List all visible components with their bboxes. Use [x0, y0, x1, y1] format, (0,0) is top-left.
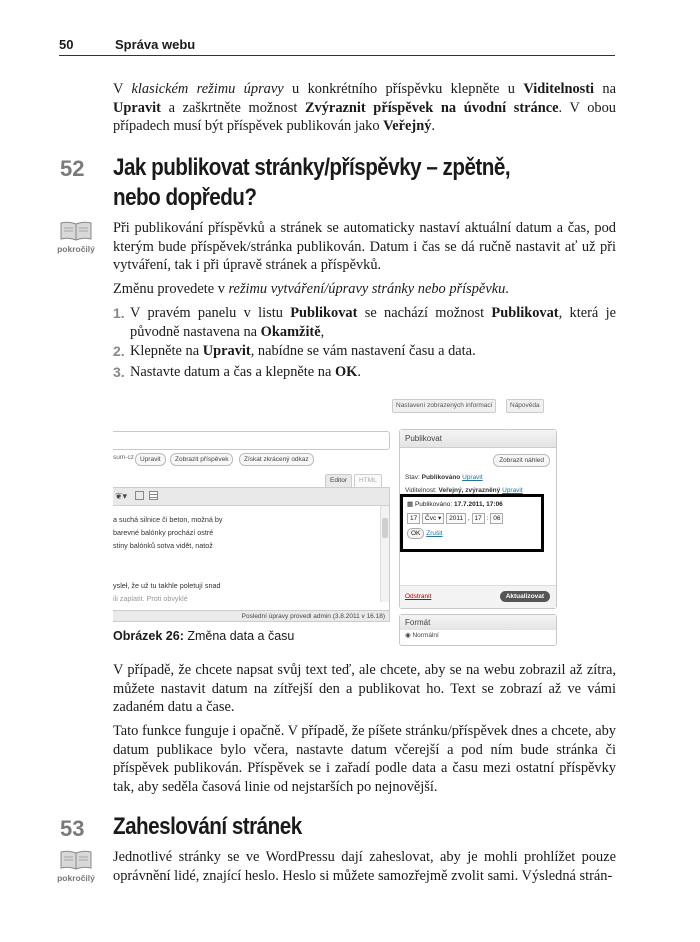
delete-link[interactable]: Odstranit — [405, 593, 432, 600]
cancel-link[interactable]: Zrušit — [426, 530, 443, 537]
format-option[interactable]: ◉ Normální — [405, 632, 439, 639]
page-header — [59, 36, 615, 56]
book-icon — [59, 220, 93, 242]
publish-panel — [399, 429, 557, 609]
section-number: 52 — [60, 156, 85, 181]
fullscreen-icon[interactable] — [135, 491, 144, 500]
edit-permalink-button[interactable]: Upravit — [135, 453, 166, 466]
figure-caption: Obrázek 26: Změna data a času — [113, 629, 295, 643]
list-item: 1. V pravém panelu v listu Publikovat se nachází možnost Publikovat, která je původně nastavena na Okamžitě, — [113, 305, 616, 340]
title-input[interactable] — [113, 431, 390, 450]
publish-panel-title: Publikovat — [400, 430, 556, 448]
difficulty-badge — [57, 849, 95, 883]
editor-status-bar: Poslední úpravy provedl admin (3.8.2011 v 16.18) — [113, 610, 389, 621]
tab-html[interactable]: HTML — [354, 474, 382, 487]
year-input[interactable]: 2011 — [446, 513, 466, 524]
editor-scrollbar[interactable] — [380, 506, 389, 602]
running-title: Správa webu — [115, 37, 196, 52]
ok-button[interactable]: OK — [407, 528, 424, 539]
visibility-row: Viditelnost: Veřejný, zvýrazněný Upravit — [405, 487, 523, 494]
update-button[interactable]: Aktualizovat — [500, 591, 550, 602]
badge-label: pokročilý — [57, 244, 95, 254]
status-edit-link[interactable]: Upravit — [462, 474, 483, 481]
permalink-text: sum-cz — [113, 454, 134, 461]
section52-para1: Při publikování příspěvků a stránek se automaticky nastaví aktuální datum a čas, pod kterým bude příspěvek/stránka publikován. Datum i čas se dá ručně nastavit ať už při vytváření, tak i při úpravě stránek a příspěvků. — [113, 220, 616, 274]
visibility-edit-link[interactable]: Upravit — [502, 487, 523, 494]
badge-label: pokročilý — [57, 873, 95, 883]
date-fields: 17 Čvc ▾ 2011 , 17 : 06 — [407, 513, 503, 524]
after-figure-para2: Tato funkce funguje i opačně. V případě, že píšete stránku/příspěvek dnes a chcete, aby datum publikace bylo včera, nastavte datum včerejší a pod ním bude stránka či příspěvek publikován. Příspěvek se i zařadí podle data a času mezi ostatní příspěvky tak, aby seděla časová linie od nejstarších po nejnovější. — [113, 723, 616, 795]
book-icon — [59, 849, 93, 871]
status-row: Stav: Publikováno Upravit — [405, 474, 483, 481]
section-number: 53 — [60, 816, 85, 841]
view-post-button[interactable]: Zobrazit příspěvek — [170, 453, 233, 466]
editor-line: a suchá silnice či beton, možná by — [113, 515, 223, 524]
intro-paragraph: V klasickém režimu úpravy u konkrétního příspěvku klepněte u Viditelnosti na Upravit a zaškrtněte možnost Zvýraznit příspěvek na úvodní stránce. V obou případech musí být příspěvek publikován jako Veřejný. — [113, 81, 617, 135]
format-panel-title: Formát — [400, 615, 556, 630]
after-figure-para1: V případě, že chcete napsat svůj text teď, ale chcete, aby se na webu zobrazil až zítra, můžete nastavit datum na zítřejší den a publikovat ho. Text se zobrazí až ve vámi zadaném datu a čase. — [113, 662, 616, 716]
format-panel — [399, 614, 557, 646]
section52-para2: Změnu provedete v režimu vytváření/úpravy stránky nebo příspěvku. — [113, 281, 509, 297]
tab-editor[interactable]: Editor — [325, 474, 352, 487]
section53-para1: Jednotlivé stránky se ve WordPressu dají zaheslovat, aby je mohli prohlížet pouze oprávnění lidé, znající heslo. Heslo si můžete samozřejmě zvolit sami. Výsledná strán- — [113, 849, 616, 884]
section-heading: Zaheslování stránek — [113, 813, 302, 840]
published-row: ▦ Publikováno: 17.7.2011, 17:06 — [407, 501, 503, 508]
editor-line: ysleł, že už tu takhle poletují snad — [113, 581, 221, 590]
minute-input[interactable]: 06 — [490, 513, 503, 524]
date-edit-highlight — [400, 494, 544, 552]
publish-actions — [400, 585, 556, 608]
spellcheck-icon[interactable]: ❦▾ — [115, 491, 128, 501]
editor-line: stiny balónků sotva vidět, natož — [113, 541, 213, 550]
editor-toolbar — [113, 488, 389, 506]
section-heading: Jak publikovat stránky/příspěvky – zpětně, nebo dopředu? — [113, 154, 511, 211]
screen-options-button[interactable]: Nastavení zobrazených informací — [392, 399, 496, 413]
shortlink-button[interactable]: Získat zkrácený odkaz — [239, 453, 314, 466]
list-item: 3. Nastavte datum a čas a klepněte na OK. — [113, 364, 361, 380]
difficulty-badge — [57, 220, 95, 254]
hour-input[interactable]: 17 — [472, 513, 485, 524]
kitchen-sink-icon[interactable] — [149, 491, 158, 500]
editor-line: barevné balónky prochází ostré — [113, 528, 214, 537]
post-editor[interactable] — [113, 487, 390, 622]
page-number: 50 — [59, 37, 74, 52]
calendar-icon: ▦ — [407, 501, 414, 508]
editor-line: ili zaplatit. Proti obvyklé — [113, 594, 188, 603]
month-select[interactable]: Čvc ▾ — [422, 513, 444, 524]
preview-button[interactable]: Zobrazit náhled — [493, 454, 550, 467]
day-input[interactable]: 17 — [407, 513, 420, 524]
list-item: 2. Klepněte na Upravit, nabídne se vám nastavení času a data. — [113, 343, 476, 359]
date-actions — [407, 528, 442, 539]
help-button[interactable]: Nápověda — [506, 399, 544, 413]
